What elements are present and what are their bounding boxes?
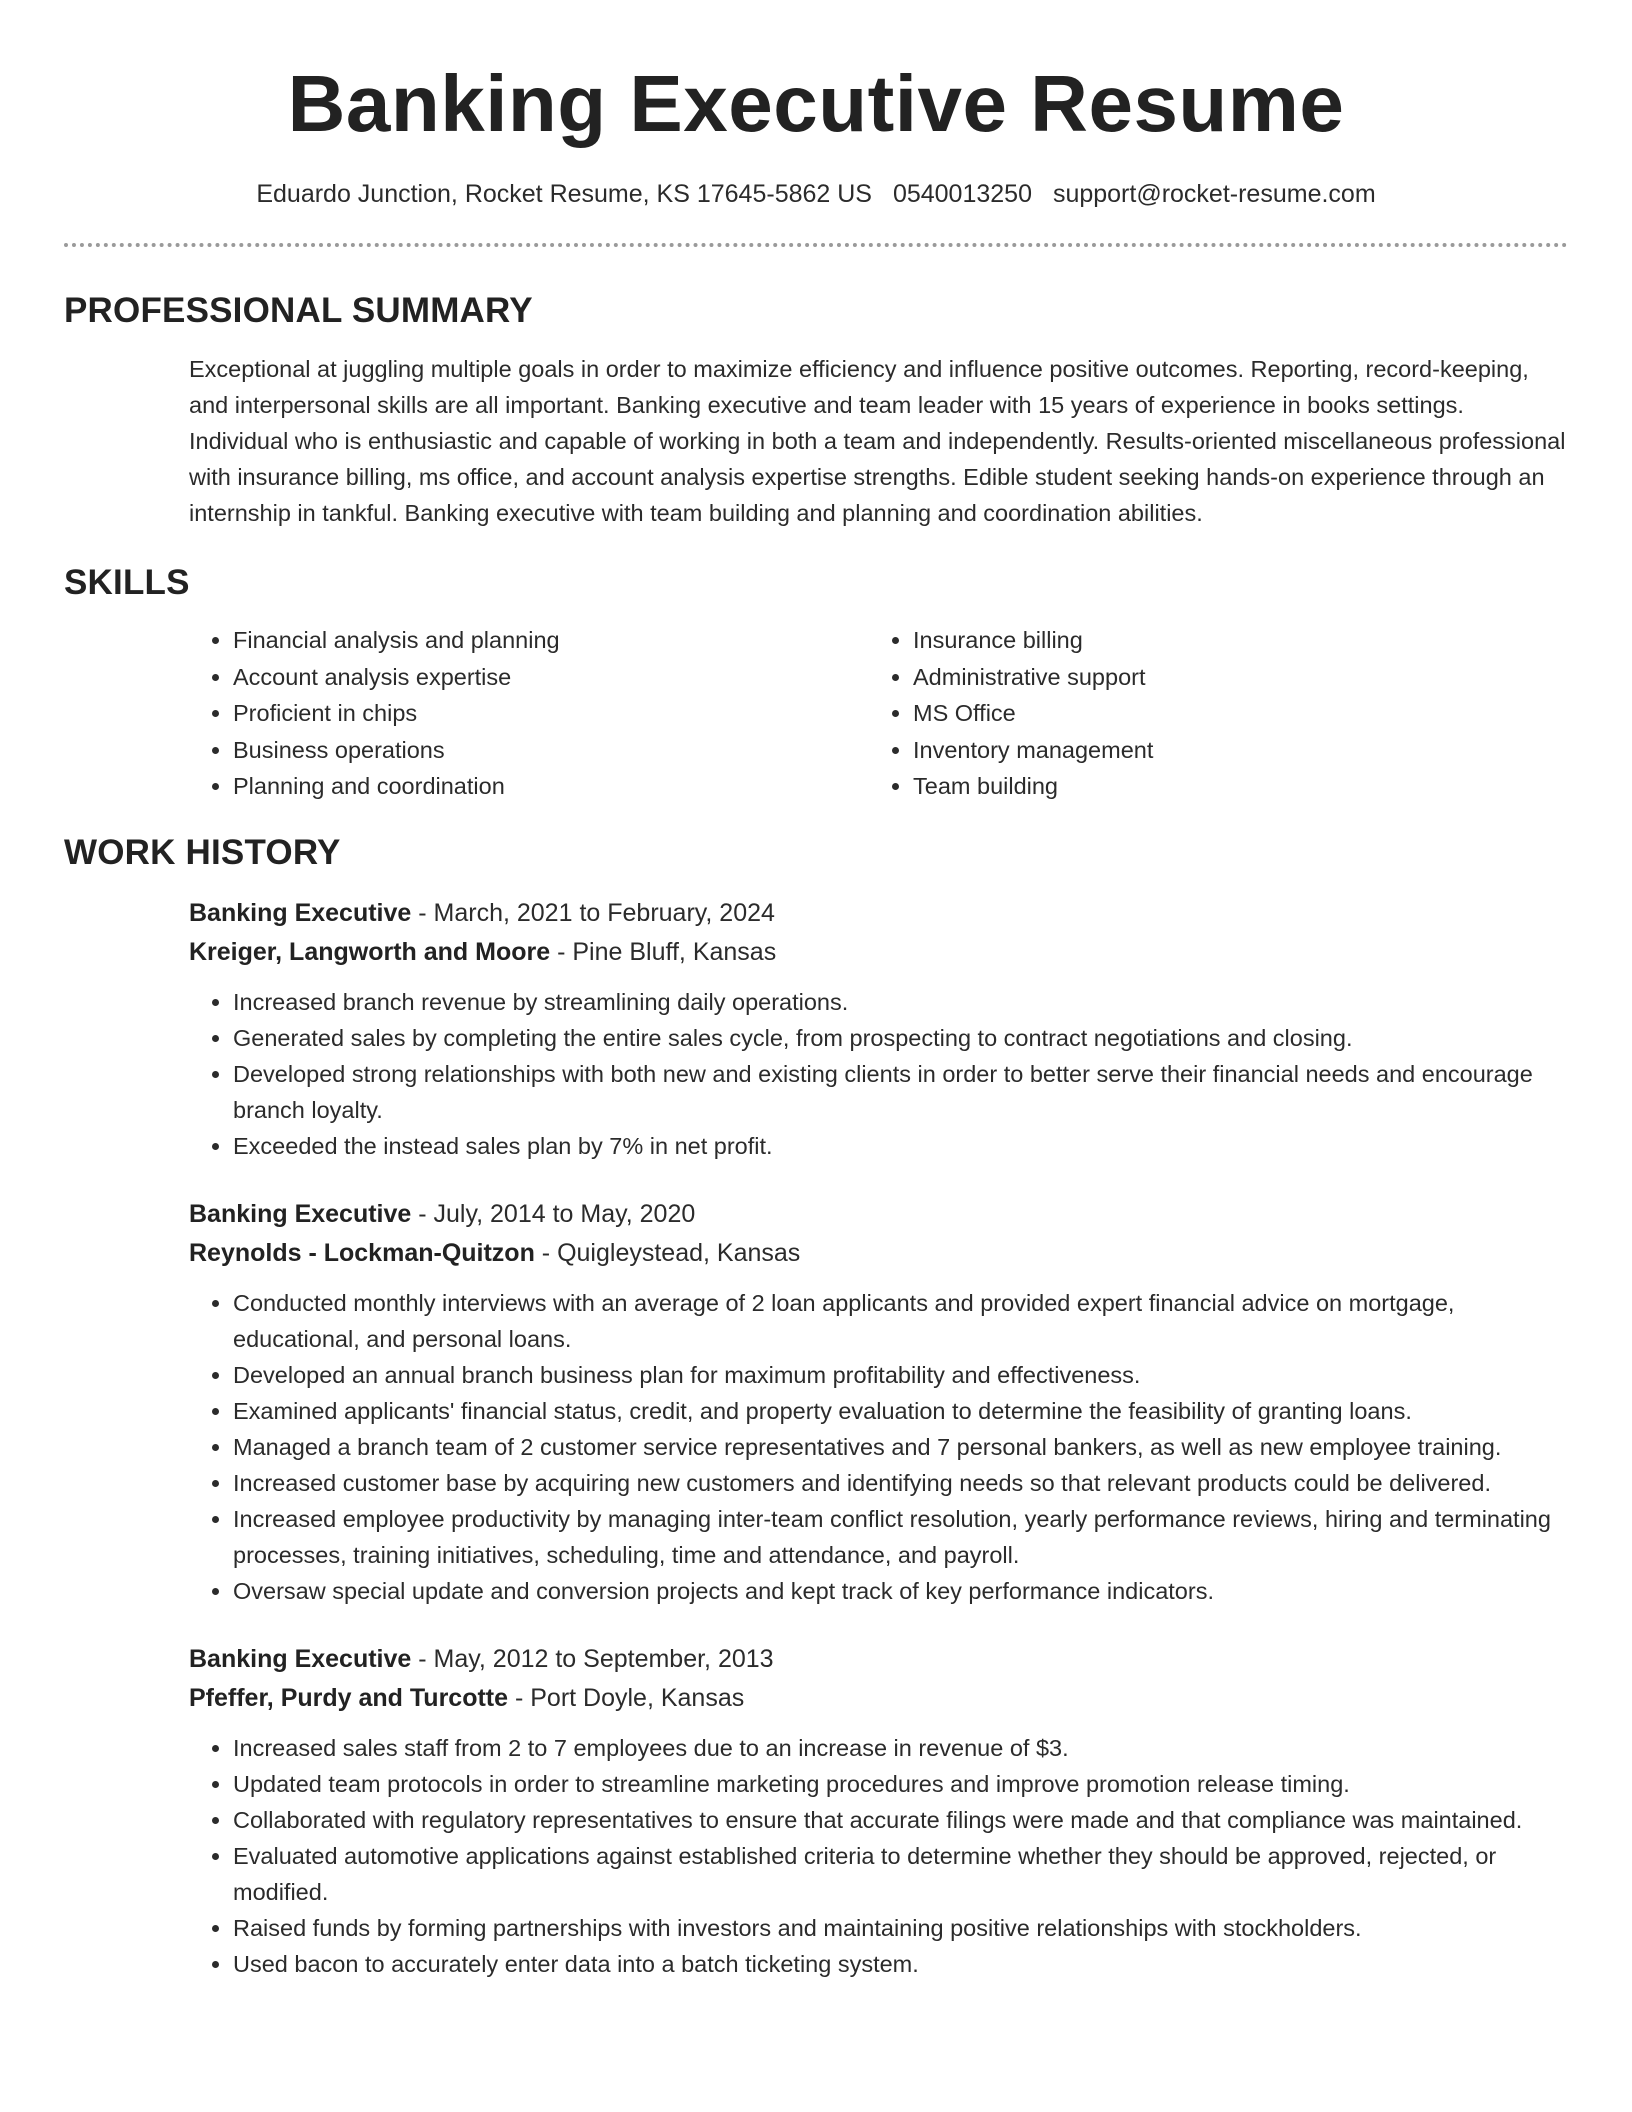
skill-item: • Administrative support bbox=[913, 659, 1549, 696]
summary-text: Exceptional at juggling multiple goals in order to maximize efficiency and influence positive outcomes. Reporting, record-keeping, and interpersonal skills are all important. Banking executive and team leader with 15 years of experience in books settings. Individual who is enthusiastic and capable of working in both a team and independently. Results-oriented miscellaneous professional with insurance billing, ms office, and account analysis expertise strengths. Edible student seeking hands-on experience through an internship in tankful. Banking executive with team building and planning and coordination abilities. bbox=[189, 356, 1566, 526]
skill-item: • Insurance billing bbox=[913, 622, 1549, 659]
job-bullet: • Collaborated with regulatory representatives to ensure that accurate filings were made and that compliance was maintained. bbox=[233, 1802, 1568, 1838]
job-bullet: • Increased employee productivity by managing inter-team conflict resolution, yearly performance reviews, hiring and terminating processes, training initiatives, scheduling, time and attendance, and payroll. bbox=[233, 1501, 1568, 1573]
job-title-line bbox=[189, 894, 1568, 933]
skill-item: • Financial analysis and planning bbox=[233, 622, 869, 659]
skills-list-left bbox=[189, 622, 869, 805]
skill-item: • MS Office bbox=[913, 695, 1549, 732]
job-bullet-list bbox=[189, 1285, 1568, 1609]
job-title-line bbox=[189, 1195, 1568, 1234]
job-dates: - July, 2014 to May, 2020 bbox=[411, 1199, 696, 1228]
job-entry bbox=[189, 894, 1568, 1164]
job-bullet: • Oversaw special update and conversion projects and kept track of key performance indicators. bbox=[233, 1573, 1568, 1609]
job-company-line bbox=[189, 1679, 1568, 1718]
job-entry bbox=[189, 1195, 1568, 1609]
job-bullet-list bbox=[189, 1730, 1568, 1982]
resume-title: Banking Executive Resume bbox=[287, 59, 1345, 148]
job-bullet: • Exceeded the instead sales plan by 7% in net profit. bbox=[233, 1128, 1568, 1164]
job-bullet: • Increased branch revenue by streamlining daily operations. bbox=[233, 984, 1568, 1020]
job-dates: - March, 2021 to February, 2024 bbox=[411, 898, 775, 927]
section-heading-summary: PROFESSIONAL SUMMARY bbox=[64, 291, 533, 330]
job-title-line bbox=[189, 1640, 1568, 1679]
job-company: Pfeffer, Purdy and Turcotte bbox=[189, 1683, 509, 1712]
job-bullet: • Used bacon to accurately enter data into a batch ticketing system. bbox=[233, 1946, 1568, 1982]
job-company-line bbox=[189, 1234, 1568, 1273]
job-bullet: • Examined applicants' financial status, credit, and property evaluation to determine the feasibility of granting loans. bbox=[233, 1393, 1568, 1429]
job-location: - Pine Bluff, Kansas bbox=[550, 937, 777, 966]
job-bullet: • Developed an annual branch business plan for maximum profitability and effectiveness. bbox=[233, 1357, 1568, 1393]
job-entry bbox=[189, 1640, 1568, 1982]
job-dates: - May, 2012 to September, 2013 bbox=[411, 1644, 774, 1673]
job-bullet: • Increased customer base by acquiring new customers and identifying needs so that relevant products could be delivered. bbox=[233, 1465, 1568, 1501]
section-heading-work: WORK HISTORY bbox=[64, 832, 341, 872]
job-company-line bbox=[189, 933, 1568, 972]
skill-item: • Business operations bbox=[233, 732, 869, 769]
job-bullet: • Developed strong relationships with both new and existing clients in order to better serve their financial needs and encourage branch loyalty. bbox=[233, 1056, 1568, 1128]
job-bullet-list bbox=[189, 984, 1568, 1164]
job-bullet: • Generated sales by completing the entire sales cycle, from prospecting to contract negotiations and closing. bbox=[233, 1020, 1568, 1056]
job-company: Kreiger, Langworth and Moore bbox=[189, 937, 551, 966]
skill-item: • Team building bbox=[913, 768, 1549, 805]
job-title: Banking Executive bbox=[189, 1199, 412, 1228]
job-location: - Quigleystead, Kansas bbox=[534, 1238, 801, 1267]
job-bullet: • Conducted monthly interviews with an average of 2 loan applicants and provided expert financial advice on mortgage, educational, and personal loans. bbox=[233, 1285, 1568, 1357]
job-bullet: • Evaluated automotive applications against established criteria to determine whether they should be approved, rejected, or modified. bbox=[233, 1838, 1568, 1910]
skill-item: • Inventory management bbox=[913, 732, 1549, 769]
job-title: Banking Executive bbox=[189, 1644, 412, 1673]
skill-item: • Planning and coordination bbox=[233, 768, 869, 805]
contact-line bbox=[64, 178, 1568, 210]
header-divider bbox=[64, 243, 1568, 247]
job-bullet: • Raised funds by forming partnerships with investors and maintaining positive relationships with stockholders. bbox=[233, 1910, 1568, 1946]
skills-list-right bbox=[869, 622, 1549, 805]
job-title: Banking Executive bbox=[189, 898, 412, 927]
job-location: - Port Doyle, Kansas bbox=[508, 1683, 745, 1712]
job-company: Reynolds - Lockman-Quitzon bbox=[189, 1238, 535, 1267]
job-bullet: • Updated team protocols in order to streamline marketing procedures and improve promotion release timing. bbox=[233, 1766, 1568, 1802]
skills-grid bbox=[189, 622, 1568, 805]
job-bullet: • Increased sales staff from 2 to 7 employees due to an increase in revenue of $3. bbox=[233, 1730, 1568, 1766]
section-heading-skills: SKILLS bbox=[64, 563, 190, 602]
contact-address: Eduardo Junction, Rocket Resume, KS 17645-5862 US bbox=[256, 180, 872, 208]
contact-phone: 0540013250 bbox=[892, 180, 1032, 208]
job-bullet: • Managed a branch team of 2 customer service representatives and 7 personal bankers, as well as new employee training. bbox=[233, 1429, 1568, 1465]
skill-item: • Account analysis expertise bbox=[233, 659, 869, 696]
contact-email[interactable]: support@rocket-resume.com bbox=[1052, 180, 1376, 208]
skill-item: • Proficient in chips bbox=[233, 695, 869, 732]
